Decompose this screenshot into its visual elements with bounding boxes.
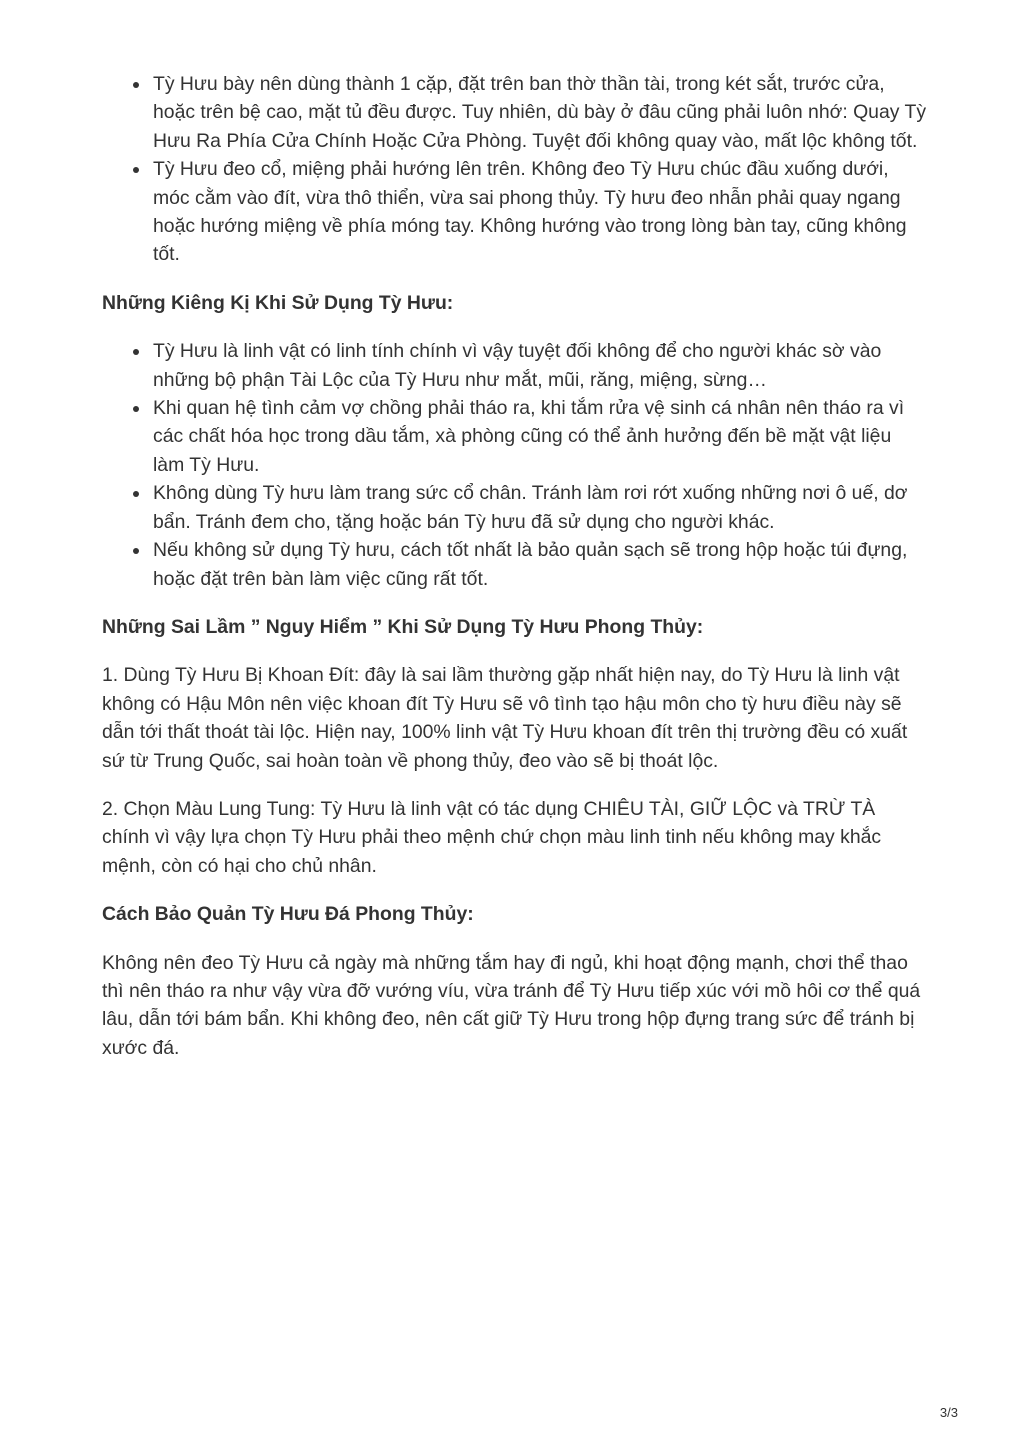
page-number: 3/3: [939, 1405, 958, 1420]
list-item: Tỳ Hưu là linh vật có linh tính chính vì vậy tuyệt đối không để cho người khác sờ vào những bộ phận Tài Lộc của Tỳ Hưu như mắt, mũi, răng, miệng, sừng…: [153, 337, 927, 394]
document-body: [102, 70, 927, 1082]
list-item: Khi quan hệ tình cảm vợ chồng phải tháo ra, khi tắm rửa vệ sinh cá nhân nên tháo ra vì các chất hóa học trong dầu tắm, xà phòng cũng có thể ảnh hưởng đến bề mặt vật liệu làm Tỳ Hưu.: [153, 394, 927, 479]
list-item: Không dùng Tỳ hưu làm trang sức cổ chân. Tránh làm rơi rớt xuống những nơi ô uế, dơ bẩn. Tránh đem cho, tặng hoặc bán Tỳ hưu đã sử dụng cho người khác.: [153, 479, 927, 536]
list-item: Nếu không sử dụng Tỳ hưu, cách tốt nhất là bảo quản sạch sẽ trong hộp hoặc túi đựng, hoặc đặt trên bàn làm việc cũng rất tốt.: [153, 536, 927, 593]
placement-list: [102, 70, 927, 269]
paragraph-care: Không nên đeo Tỳ Hưu cả ngày mà những tắm hay đi ngủ, khi hoạt động mạnh, chơi thể thao thì nên tháo ra như vậy vừa đỡ vướng víu, vừa tránh để Tỳ Hưu tiếp xúc với mồ hôi cơ thể quá lâu, dẫn tới bám bẩn. Khi không đeo, nên cất giữ Tỳ Hưu trong hộp đựng trang sức để tránh bị xước đá.: [102, 951, 921, 1059]
section-heading-mistakes: Những Sai Lầm ” Nguy Hiểm ” Khi Sử Dụng Tỳ Hưu Phong Thủy:: [102, 615, 704, 638]
list-item: Tỳ Hưu đeo cổ, miệng phải hướng lên trên. Không đeo Tỳ Hưu chúc đầu xuống dưới, móc cằm vào đít, vừa thô thiển, vừa sai phong thủy. Tỳ hưu đeo nhẫn phải quay ngang hoặc hướng miệng về phía móng tay. Không hướng vào trong lòng bàn tay, cũng không tốt.: [153, 155, 927, 269]
paragraph-mistake-1: 1. Dùng Tỳ Hưu Bị Khoan Đít: đây là sai lầm thường gặp nhất hiện nay, do Tỳ Hưu là linh vật không có Hậu Môn nên việc khoan đít Tỳ Hưu sẽ vô tình tạo hậu môn cho tỳ hưu điều này sẽ dẫn tới thất thoát tài lộc. Hiện nay, 100% linh vật Tỳ Hưu khoan đít trên thị trường đều có xuất sứ từ Trung Quốc, sai hoàn toàn về phong thủy, đeo vào sẽ bị thoát lộc.: [102, 664, 908, 772]
section-heading-care: Cách Bảo Quản Tỳ Hưu Đá Phong Thủy:: [102, 903, 474, 926]
section-heading-taboos: Những Kiêng Kị Khi Sử Dụng Tỳ Hưu:: [102, 291, 454, 314]
list-item: Tỳ Hưu bày nên dùng thành 1 cặp, đặt trên ban thờ thần tài, trong két sắt, trước cửa, hoặc trên bệ cao, mặt tủ đều được. Tuy nhiên, dù bày ở đâu cũng phải luôn nhớ: Quay Tỳ Hưu Ra Phía Cửa Chính Hoặc Cửa Phòng. Tuyệt đối không quay vào, mất lộc không tốt.: [153, 70, 927, 155]
taboos-list: [102, 337, 927, 593]
paragraph-mistake-2: 2. Chọn Màu Lung Tung: Tỳ Hưu là linh vật có tác dụng CHIÊU TÀI, GIỮ LỘC và TRỪ TÀ chính vì vậy lựa chọn Tỳ Hưu phải theo mệnh chứ chọn màu linh tinh nếu không may khắc mệnh, còn có hại cho chủ nhân.: [102, 797, 882, 877]
